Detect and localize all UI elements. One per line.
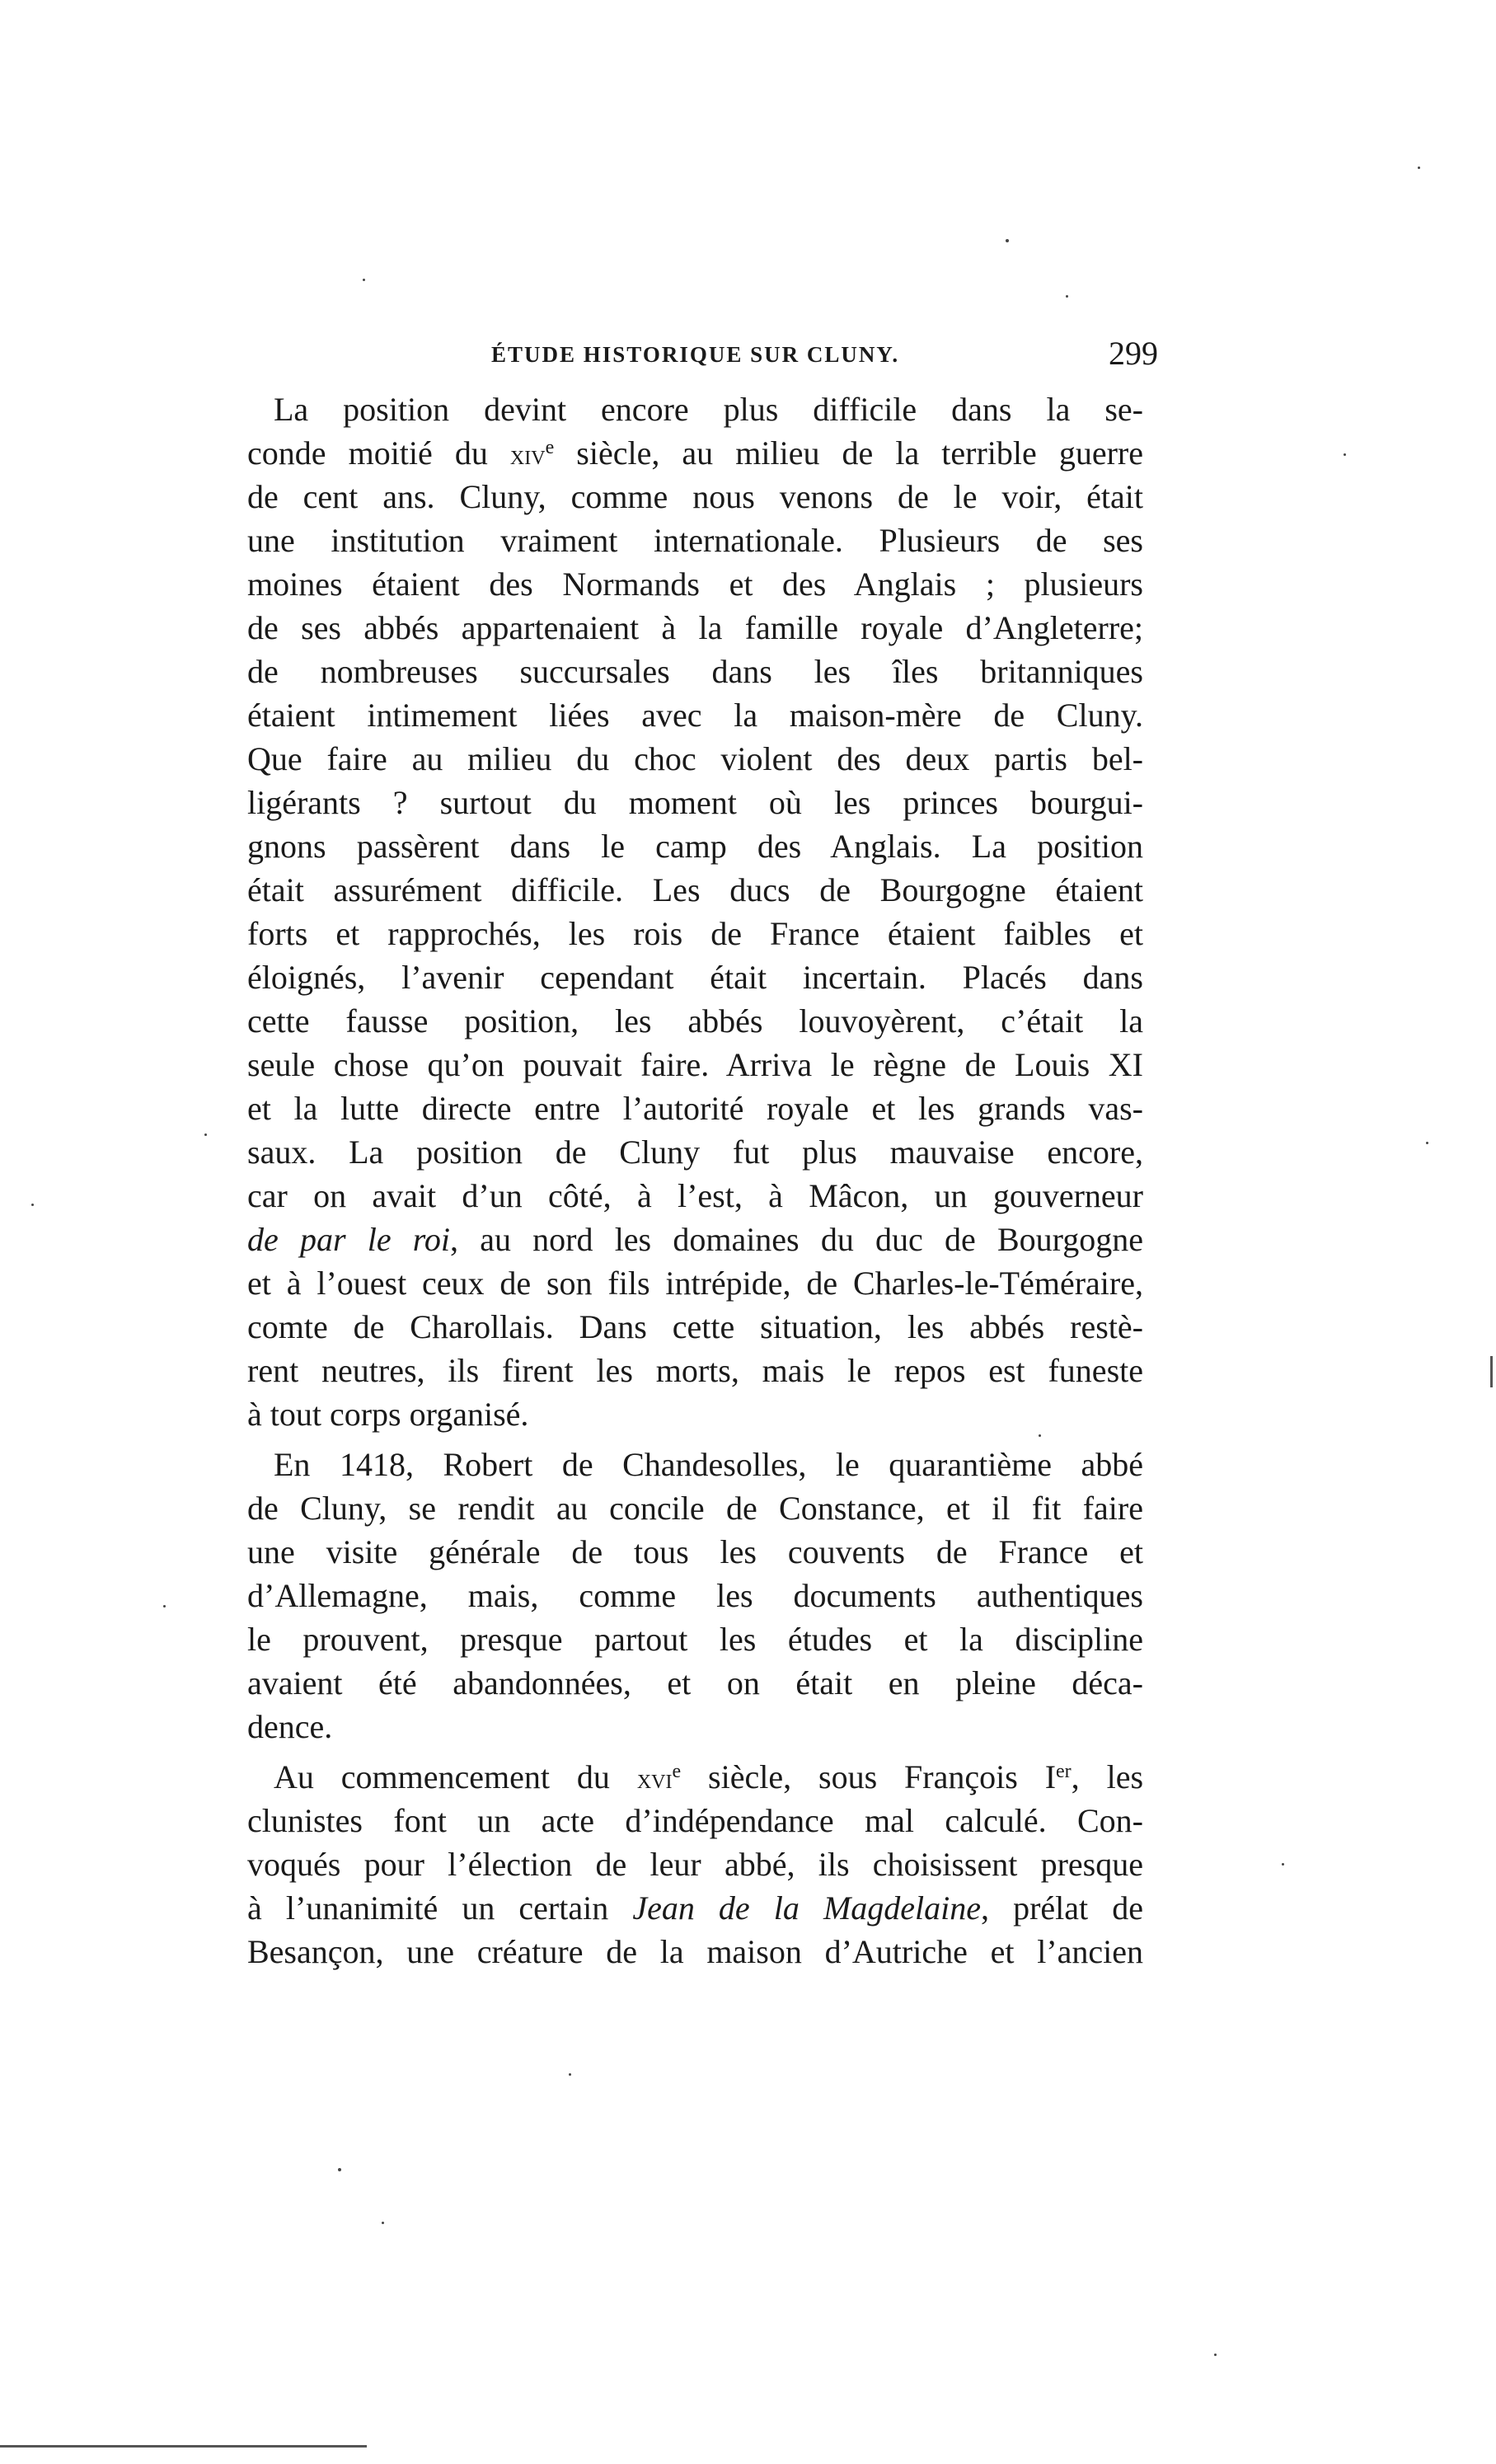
scan-speck xyxy=(338,2168,341,2171)
text-line: comte de Charollais. Dans cette situation, les abbés restè- xyxy=(247,1308,1143,1345)
scan-speck xyxy=(1039,1434,1041,1437)
text-line: cette fausse position, les abbés louvoyèrent, c’était la xyxy=(247,1002,1143,1040)
text-line: à l’unanimité un certain Jean de la Magdelaine, prélat de xyxy=(247,1889,1143,1927)
text-line: Que faire au milieu du choc violent des deux partis bel- xyxy=(247,740,1143,777)
text-line: La position devint encore plus difficile dans la se- xyxy=(274,391,1143,428)
text-line: Au commencement du xvi$^e$ siècle, sous François Ier, les xyxy=(274,1758,1144,1795)
text-line: était assurément difficile. Les ducs de Bourgogne étaient xyxy=(247,871,1143,908)
scan-speck xyxy=(1066,295,1068,298)
scan-speck xyxy=(569,2073,571,2076)
scan-speck xyxy=(1418,167,1420,169)
text-line: gnons passèrent dans le camp des Anglais. La position xyxy=(247,828,1143,865)
text-line: conde moitié du xiv$^e$ siècle, au milieu de la terrible guerre xyxy=(247,434,1143,472)
scan-speck xyxy=(382,2222,384,2224)
text-line: ligérants ? surtout du moment où les princes bourgui- xyxy=(247,784,1143,821)
text-line: à tout corps organisé. xyxy=(247,1396,529,1433)
text-line: dence. xyxy=(247,1708,333,1745)
scan-speck xyxy=(1426,1142,1428,1144)
body-text xyxy=(247,387,1143,1974)
text-line: de Cluny, se rendit au concile de Constance, et il fit faire xyxy=(247,1490,1143,1527)
text-line: et à l’ouest ceux de son fils intrépide, de Charles-le-Téméraire, xyxy=(247,1265,1143,1302)
text-line: de nombreuses succursales dans les îles britanniques xyxy=(247,653,1143,690)
page-number: 299 xyxy=(1109,335,1158,372)
scan-speck xyxy=(363,279,365,281)
text-line: avaient été abandonnées, et on était en pleine déca- xyxy=(247,1664,1143,1701)
text-line: Besançon, une créature de la maison d’Autriche et l’ancien xyxy=(247,1933,1143,1970)
scan-edge-rule xyxy=(0,2445,367,2448)
scan-speck xyxy=(204,1133,207,1136)
text-line: une visite générale de tous les couvents de France et xyxy=(247,1533,1143,1570)
text-line: forts et rapprochés, les rois de France étaient faibles et xyxy=(247,915,1143,952)
text-line: En 1418, Robert de Chandesolles, le quarantième abbé xyxy=(274,1446,1143,1483)
text-line: et la lutte directe entre l’autorité royale et les grands vas- xyxy=(247,1090,1143,1127)
text-line: le prouvent, presque partout les études et la discipline xyxy=(247,1621,1143,1658)
text-line: d’Allemagne, mais, comme les documents authentiques xyxy=(247,1577,1143,1614)
text-line: de ses abbés appartenaient à la famille royale d’Angleterre; xyxy=(247,609,1143,646)
text-line: étaient intimement liées avec la maison-mère de Cluny. xyxy=(247,697,1143,734)
text-line: seule chose qu’on pouvait faire. Arriva le règne de Louis XI xyxy=(247,1046,1143,1083)
text-line: éloignés, l’avenir cependant était incertain. Placés dans xyxy=(247,959,1143,996)
scan-speck xyxy=(1214,2354,1217,2356)
running-title: ÉTUDE HISTORIQUE SUR CLUNY. xyxy=(491,342,900,367)
text-line: car on avait d’un côté, à l’est, à Mâcon, un gouverneur xyxy=(247,1177,1143,1214)
text-line: clunistes font un acte d’indépendance mal calculé. Con- xyxy=(247,1802,1143,1839)
scan-speck xyxy=(1006,239,1009,242)
text-line: moines étaient des Normands et des Anglais ; plusieurs xyxy=(247,566,1143,603)
text-line: saux. La position de Cluny fut plus mauvaise encore, xyxy=(247,1133,1143,1171)
scan-speck xyxy=(1282,1863,1284,1866)
text-line: une institution vraiment internationale. Plusieurs de ses xyxy=(247,522,1143,559)
text-line: de par le roi, au nord les domaines du duc de Bourgogne xyxy=(247,1221,1143,1258)
running-head xyxy=(247,334,1158,383)
scan-speck xyxy=(163,1605,166,1607)
scan-edge-mark xyxy=(1490,1356,1493,1387)
text-line: voqués pour l’élection de leur abbé, ils choisissent presque xyxy=(247,1846,1143,1883)
text-line: de cent ans. Cluny, comme nous venons de le voir, était xyxy=(247,478,1143,515)
scan-speck xyxy=(1344,453,1346,456)
text-line: rent neutres, ils firent les morts, mais le repos est funeste xyxy=(247,1352,1143,1389)
scan-speck xyxy=(31,1204,34,1206)
